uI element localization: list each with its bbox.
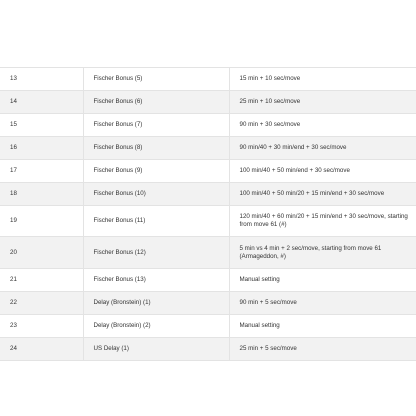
setting-name: Delay (Bronstein) (1) [83, 292, 229, 315]
setting-number: 15 [0, 114, 83, 137]
table-row [0, 292, 416, 315]
setting-name: US Delay (1) [83, 338, 229, 361]
table-row [0, 338, 416, 361]
setting-number: 23 [0, 315, 83, 338]
setting-number: 14 [0, 91, 83, 114]
table-row [0, 183, 416, 206]
setting-time-control: 90 min/40 + 30 min/end + 30 sec/move [229, 137, 416, 160]
setting-time-control: 100 min/40 + 50 min/end + 30 sec/move [229, 160, 416, 183]
setting-time-control: Manual setting [229, 269, 416, 292]
table-row [0, 160, 416, 183]
setting-number: 22 [0, 292, 83, 315]
setting-name: Fischer Bonus (5) [83, 68, 229, 91]
table-row [0, 237, 416, 269]
setting-time-control: 100 min/40 + 50 min/20 + 15 min/end + 30 sec/move [229, 183, 416, 206]
setting-number: 24 [0, 338, 83, 361]
setting-name: Delay (Bronstein) (2) [83, 315, 229, 338]
setting-time-control: 5 min vs 4 min + 2 sec/move, starting from move 61 (Armageddon, #) [229, 237, 416, 269]
setting-number: 16 [0, 137, 83, 160]
setting-name: Fischer Bonus (12) [83, 237, 229, 269]
time-settings-table [0, 67, 416, 361]
setting-name: Fischer Bonus (11) [83, 206, 229, 237]
setting-name: Fischer Bonus (8) [83, 137, 229, 160]
table-row [0, 315, 416, 338]
table-row [0, 91, 416, 114]
table-row [0, 269, 416, 292]
setting-name: Fischer Bonus (7) [83, 114, 229, 137]
setting-time-control: 90 min + 30 sec/move [229, 114, 416, 137]
table-row [0, 206, 416, 237]
setting-time-control: 25 min + 5 sec/move [229, 338, 416, 361]
setting-number: 19 [0, 206, 83, 237]
setting-time-control: Manual setting [229, 315, 416, 338]
table-row [0, 68, 416, 91]
setting-name: Fischer Bonus (9) [83, 160, 229, 183]
table-row [0, 137, 416, 160]
setting-time-control: 120 min/40 + 60 min/20 + 15 min/end + 30 sec/move, starting from move 61 (#) [229, 206, 416, 237]
setting-number: 17 [0, 160, 83, 183]
setting-name: Fischer Bonus (13) [83, 269, 229, 292]
setting-number: 20 [0, 237, 83, 269]
setting-time-control: 15 min + 10 sec/move [229, 68, 416, 91]
setting-number: 13 [0, 68, 83, 91]
setting-name: Fischer Bonus (10) [83, 183, 229, 206]
setting-time-control: 25 min + 10 sec/move [229, 91, 416, 114]
table-row [0, 114, 416, 137]
setting-number: 21 [0, 269, 83, 292]
setting-number: 18 [0, 183, 83, 206]
setting-time-control: 90 min + 5 sec/move [229, 292, 416, 315]
setting-name: Fischer Bonus (6) [83, 91, 229, 114]
